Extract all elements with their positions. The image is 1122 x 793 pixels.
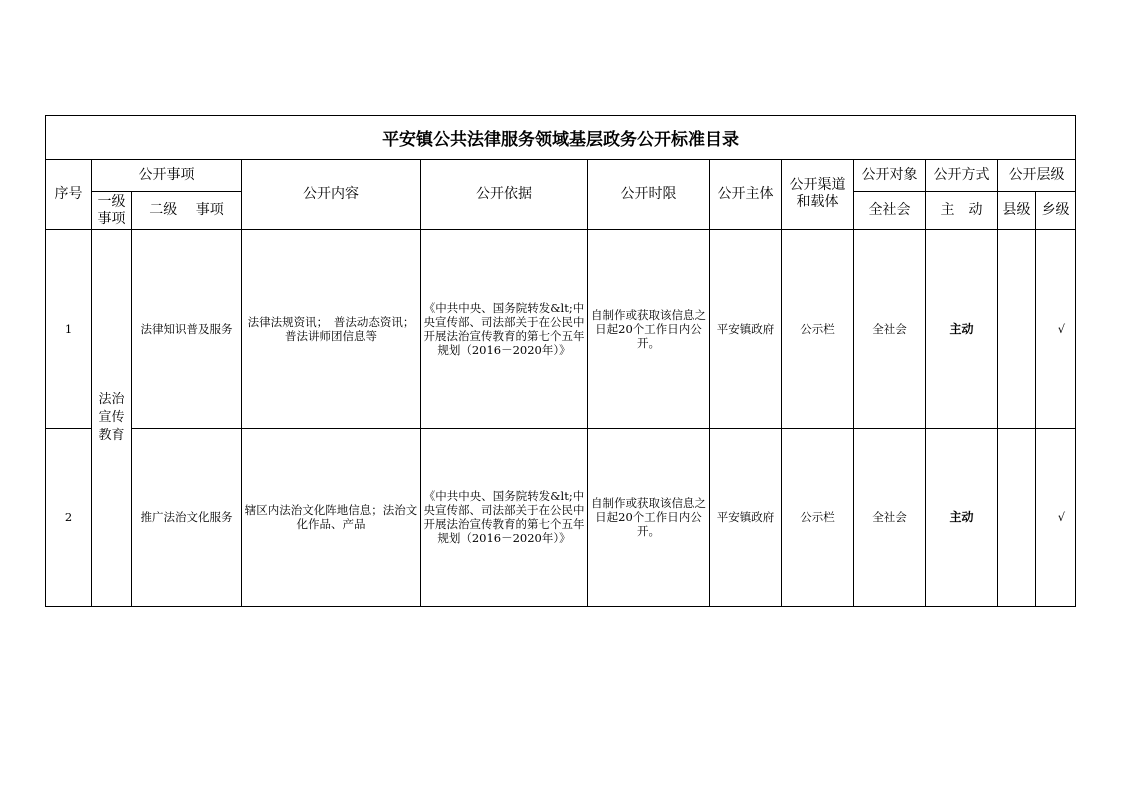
row-time-limit: 自制作或获取该信息之日起20个工作日内公开。 — [588, 230, 710, 428]
row-content: 辖区内法治文化阵地信息；法治文化作品、产品 — [242, 428, 421, 606]
row-mode: 主动 — [926, 230, 998, 428]
header-target-sub: 全社会 — [854, 191, 926, 229]
category-label: 法治宣传教育 — [98, 392, 125, 444]
row-basis: 《中共中央、国务院转发&lt;中央宣传部、司法部关于在公民中开展法治宣传教育的第七个五年规划（2016－2020年）》 — [421, 428, 588, 606]
catalog-sheet — [45, 115, 1075, 607]
header-target: 公开对象 — [854, 159, 926, 191]
header-level2: 二级 事项 — [132, 191, 242, 229]
header-level: 公开层级 — [998, 159, 1076, 191]
row-channel: 公示栏 — [782, 230, 854, 428]
header-subject: 公开主体 — [710, 159, 782, 230]
header-time-limit: 公开时限 — [588, 159, 710, 230]
category-cell — [92, 230, 132, 607]
table-row — [46, 428, 1076, 606]
header-basis: 公开依据 — [421, 159, 588, 230]
row-channel: 公示栏 — [782, 428, 854, 606]
row-seq: 2 — [46, 428, 92, 606]
row-mode: 主动 — [926, 428, 998, 606]
header-content: 公开内容 — [242, 159, 421, 230]
header-mode-sub: 主 动 — [926, 191, 998, 229]
row-township-check: √ — [1036, 428, 1076, 606]
header-level1-text: 一级事项 — [97, 193, 126, 227]
header-seq: 序号 — [46, 159, 92, 230]
row-target: 全社会 — [854, 428, 926, 606]
row-content: 法律法规资讯； 普法动态资讯；普法讲师团信息等 — [242, 230, 421, 428]
row-time-limit: 自制作或获取该信息之日起20个工作日内公开。 — [588, 428, 710, 606]
title-row — [46, 116, 1076, 160]
header-county: 县级 — [998, 191, 1036, 229]
header-township: 乡级 — [1036, 191, 1076, 229]
row-township-check: √ — [1036, 230, 1076, 428]
header-row-1 — [46, 159, 1076, 191]
row-target: 全社会 — [854, 230, 926, 428]
header-channel — [782, 159, 854, 230]
catalog-table — [45, 115, 1076, 607]
table-row — [46, 230, 1076, 428]
row-subject: 平安镇政府 — [710, 428, 782, 606]
row-level2: 法律知识普及服务 — [132, 230, 242, 428]
table-title: 平安镇公共法律服务领域基层政务公开标准目录 — [46, 116, 1076, 160]
header-mode: 公开方式 — [926, 159, 998, 191]
row-county — [998, 230, 1036, 428]
header-level1 — [92, 191, 132, 229]
row-level2: 推广法治文化服务 — [132, 428, 242, 606]
row-basis: 《中共中央、国务院转发&lt;中央宣传部、司法部关于在公民中开展法治宣传教育的第七个五年规划（2016－2020年）》 — [421, 230, 588, 428]
row-county — [998, 428, 1036, 606]
row-subject: 平安镇政府 — [710, 230, 782, 428]
row-seq: 1 — [46, 230, 92, 428]
header-channel-text: 公开渠道和载体 — [789, 177, 846, 211]
header-matter: 公开事项 — [92, 159, 242, 191]
